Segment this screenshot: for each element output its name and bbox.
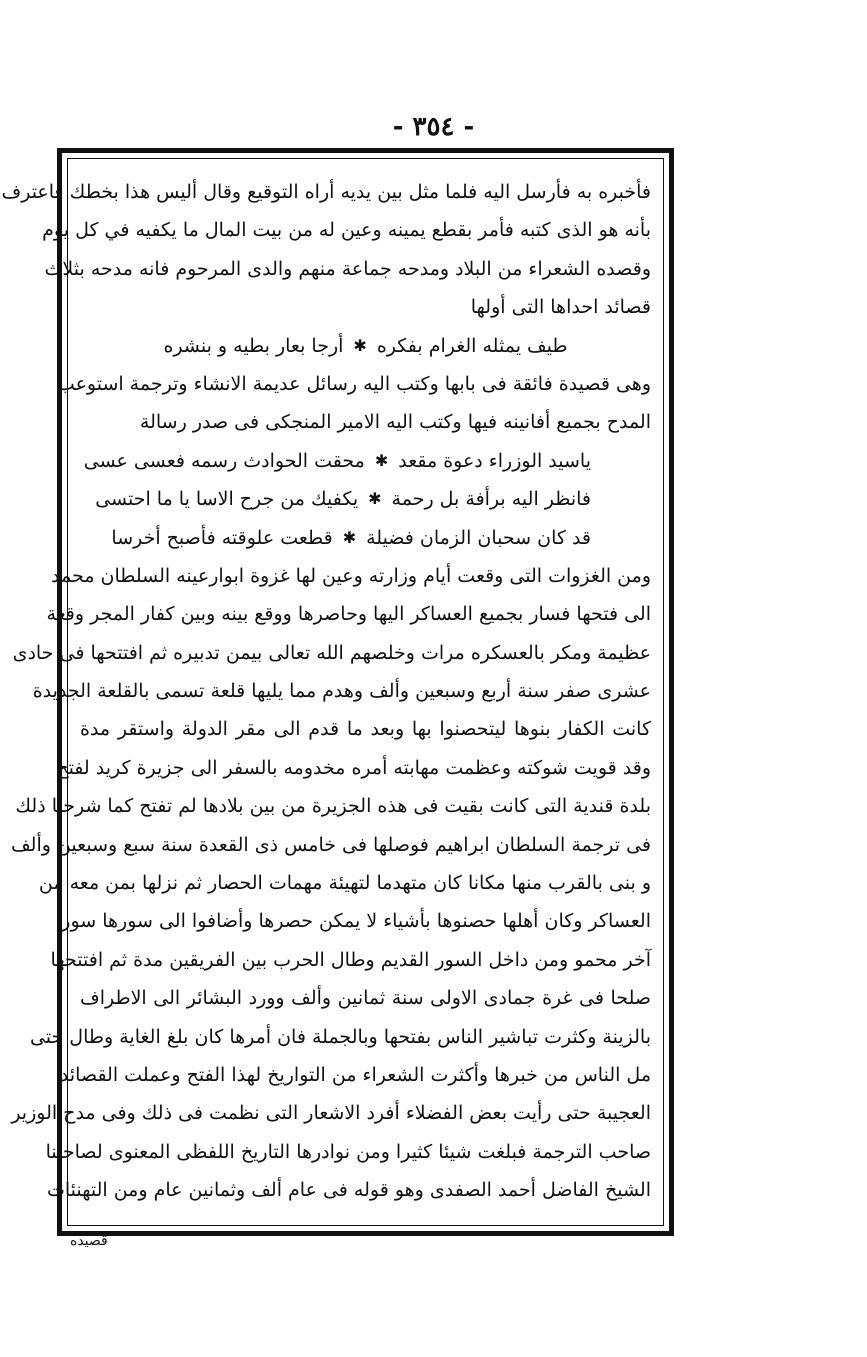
text-line: و بنى بالقرب منها مكانا كان متهدما لتهيئة مهمات الحصار ثم نزلها بمن معه من: [38, 872, 651, 895]
text-line: بأنه هو الذى كتبه فأمر بقطع يمينه وعين له من بيت المال ما يكفيه في كل يوم: [42, 219, 651, 242]
text-line: الى فتحها فسار بجميع العساكر اليها وحاصرها ووقع بينه وبين كفار المجر وقعة: [46, 603, 651, 626]
verse-line: [80, 327, 651, 365]
text-line: ومن الغزوات التى وقعت أيام وزارته وعين لها غزوة ابوارعينه السلطان محمد: [51, 564, 651, 587]
text-line: العجيبة حتى رأيت بعض الفضلاء أفرد الاشعار التى نظمت فى ذلك وفى مدح الوزير: [11, 1102, 651, 1125]
text-line: المدح بجميع أفانينه فيها وكتب اليه الامير المنجكى فى صدر رسالة: [139, 411, 651, 434]
text-line: عظيمة ومكر بالعسكره مرات وخلصهم الله تعالى بيمن تدبيره ثم افتتحها فى حادى: [12, 641, 651, 664]
text-line: فى ترجمة السلطان ابراهيم فوصلها فى خامس ذى القعدة سنة سبع وسبعين وألف: [11, 833, 651, 856]
text-line: فأخبره به فأرسل اليه فلما مثل بين يديه أراه التوقيع وقال أليس هذا بخطك فاعترف: [1, 181, 651, 203]
verse-first-hemistich: طيف يمثله الغرام بفكره: [376, 334, 568, 357]
star-separator-icon: ✱: [342, 527, 357, 547]
page-frame: [1, 148, 674, 1236]
verse-line: [80, 519, 651, 557]
text-line: وقد قويت شوكته وعظمت مهابته أمره مخدومه بالسفر الى جزيرة كريد لفتح: [56, 756, 651, 779]
text-line: مل الناس من خبرها وأكثرت الشعراء من التواريخ لهذا الفتح وعملت القصائد: [59, 1063, 651, 1086]
text-body: [1, 173, 651, 1215]
verse-first-hemistich: قد كان سحبان الزمان فضيلة: [366, 526, 591, 549]
text-line: آخر محمو ومن داخل السور القديم وطال الحرب بين الفريقين مدة ثم افتتحها: [50, 948, 651, 971]
star-separator-icon: ✱: [368, 489, 382, 509]
text-line: كانت الكفار بنوها ليتحصنوا بها وبعد ما قدم الى مقر الدولة واستقر مدة: [80, 718, 651, 741]
verse-second-hemistich: محقت الحوادث رسمه فعسى عسى: [83, 449, 365, 472]
star-separator-icon: ✱: [353, 335, 367, 355]
text-line: وقصده الشعراء من البلاد ومدحه جماعة منهم والدى المرحوم فانه مدحه بثلاث: [44, 257, 651, 280]
text-line: عشرى صفر سنة أربع وسبعين وألف وهدم مما يليها قلعة تسمى بالقلعة الجديدة: [32, 680, 651, 703]
text-line: صاحب الترجمة فبلغت شيئا كثيرا ومن نوادرها التاريخ اللفظى المعنوى لصاحبنا: [45, 1140, 651, 1163]
text-line: قصائد احداها التى أولها: [470, 296, 651, 319]
star-separator-icon: ✱: [374, 450, 389, 470]
page-frame-inner: [1, 158, 664, 1226]
text-line: الشيخ الفاضل أحمد الصفدى وهو قوله فى عام ألف وثمانين عام ومن التهنئات: [46, 1179, 651, 1202]
page-number: - ٣٥٤ -: [392, 112, 475, 142]
text-line: بالزينة وكثرت تباشير الناس بفتحها وبالجملة فان أمرها كان بلغ الغاية وطال حتى: [29, 1025, 651, 1048]
verse-line: [80, 442, 651, 480]
text-line: صلحا فى غرة جمادى الاولى سنة ثمانين وألف وورد البشائر الى الاطراف: [80, 987, 651, 1010]
text-line: بلدة قندية التى كانت بقيت فى هذه الجزيرة من بين بلادها لم تفتح كما شرحنا ذلك: [15, 795, 651, 818]
verse-second-hemistich: أرجا بعار بطيه و بنشره: [163, 334, 344, 357]
text-line: وهى قصيدة فائقة فى بابها وكتب اليه رسائل عديمة الانشاء وترجمة استوعب: [56, 372, 651, 395]
verse-first-hemistich: ياسيد الوزراء دعوة مقعد: [398, 449, 591, 472]
verse-first-hemistich: فانظر اليه برأفة بل رحمة: [391, 488, 591, 511]
verse-line: [80, 480, 651, 518]
verse-second-hemistich: قطعت علوقته فأصبح أخرسا: [111, 526, 333, 549]
catchword: قصيده: [70, 1233, 108, 1249]
text-line: العساكر وكان أهلها حصنوها بأشياء لا يمكن حصرها وأضافوا الى سورها سورا: [55, 910, 651, 933]
verse-second-hemistich: يكفيك من جرح الاسا يا ما احتسى: [95, 488, 359, 511]
